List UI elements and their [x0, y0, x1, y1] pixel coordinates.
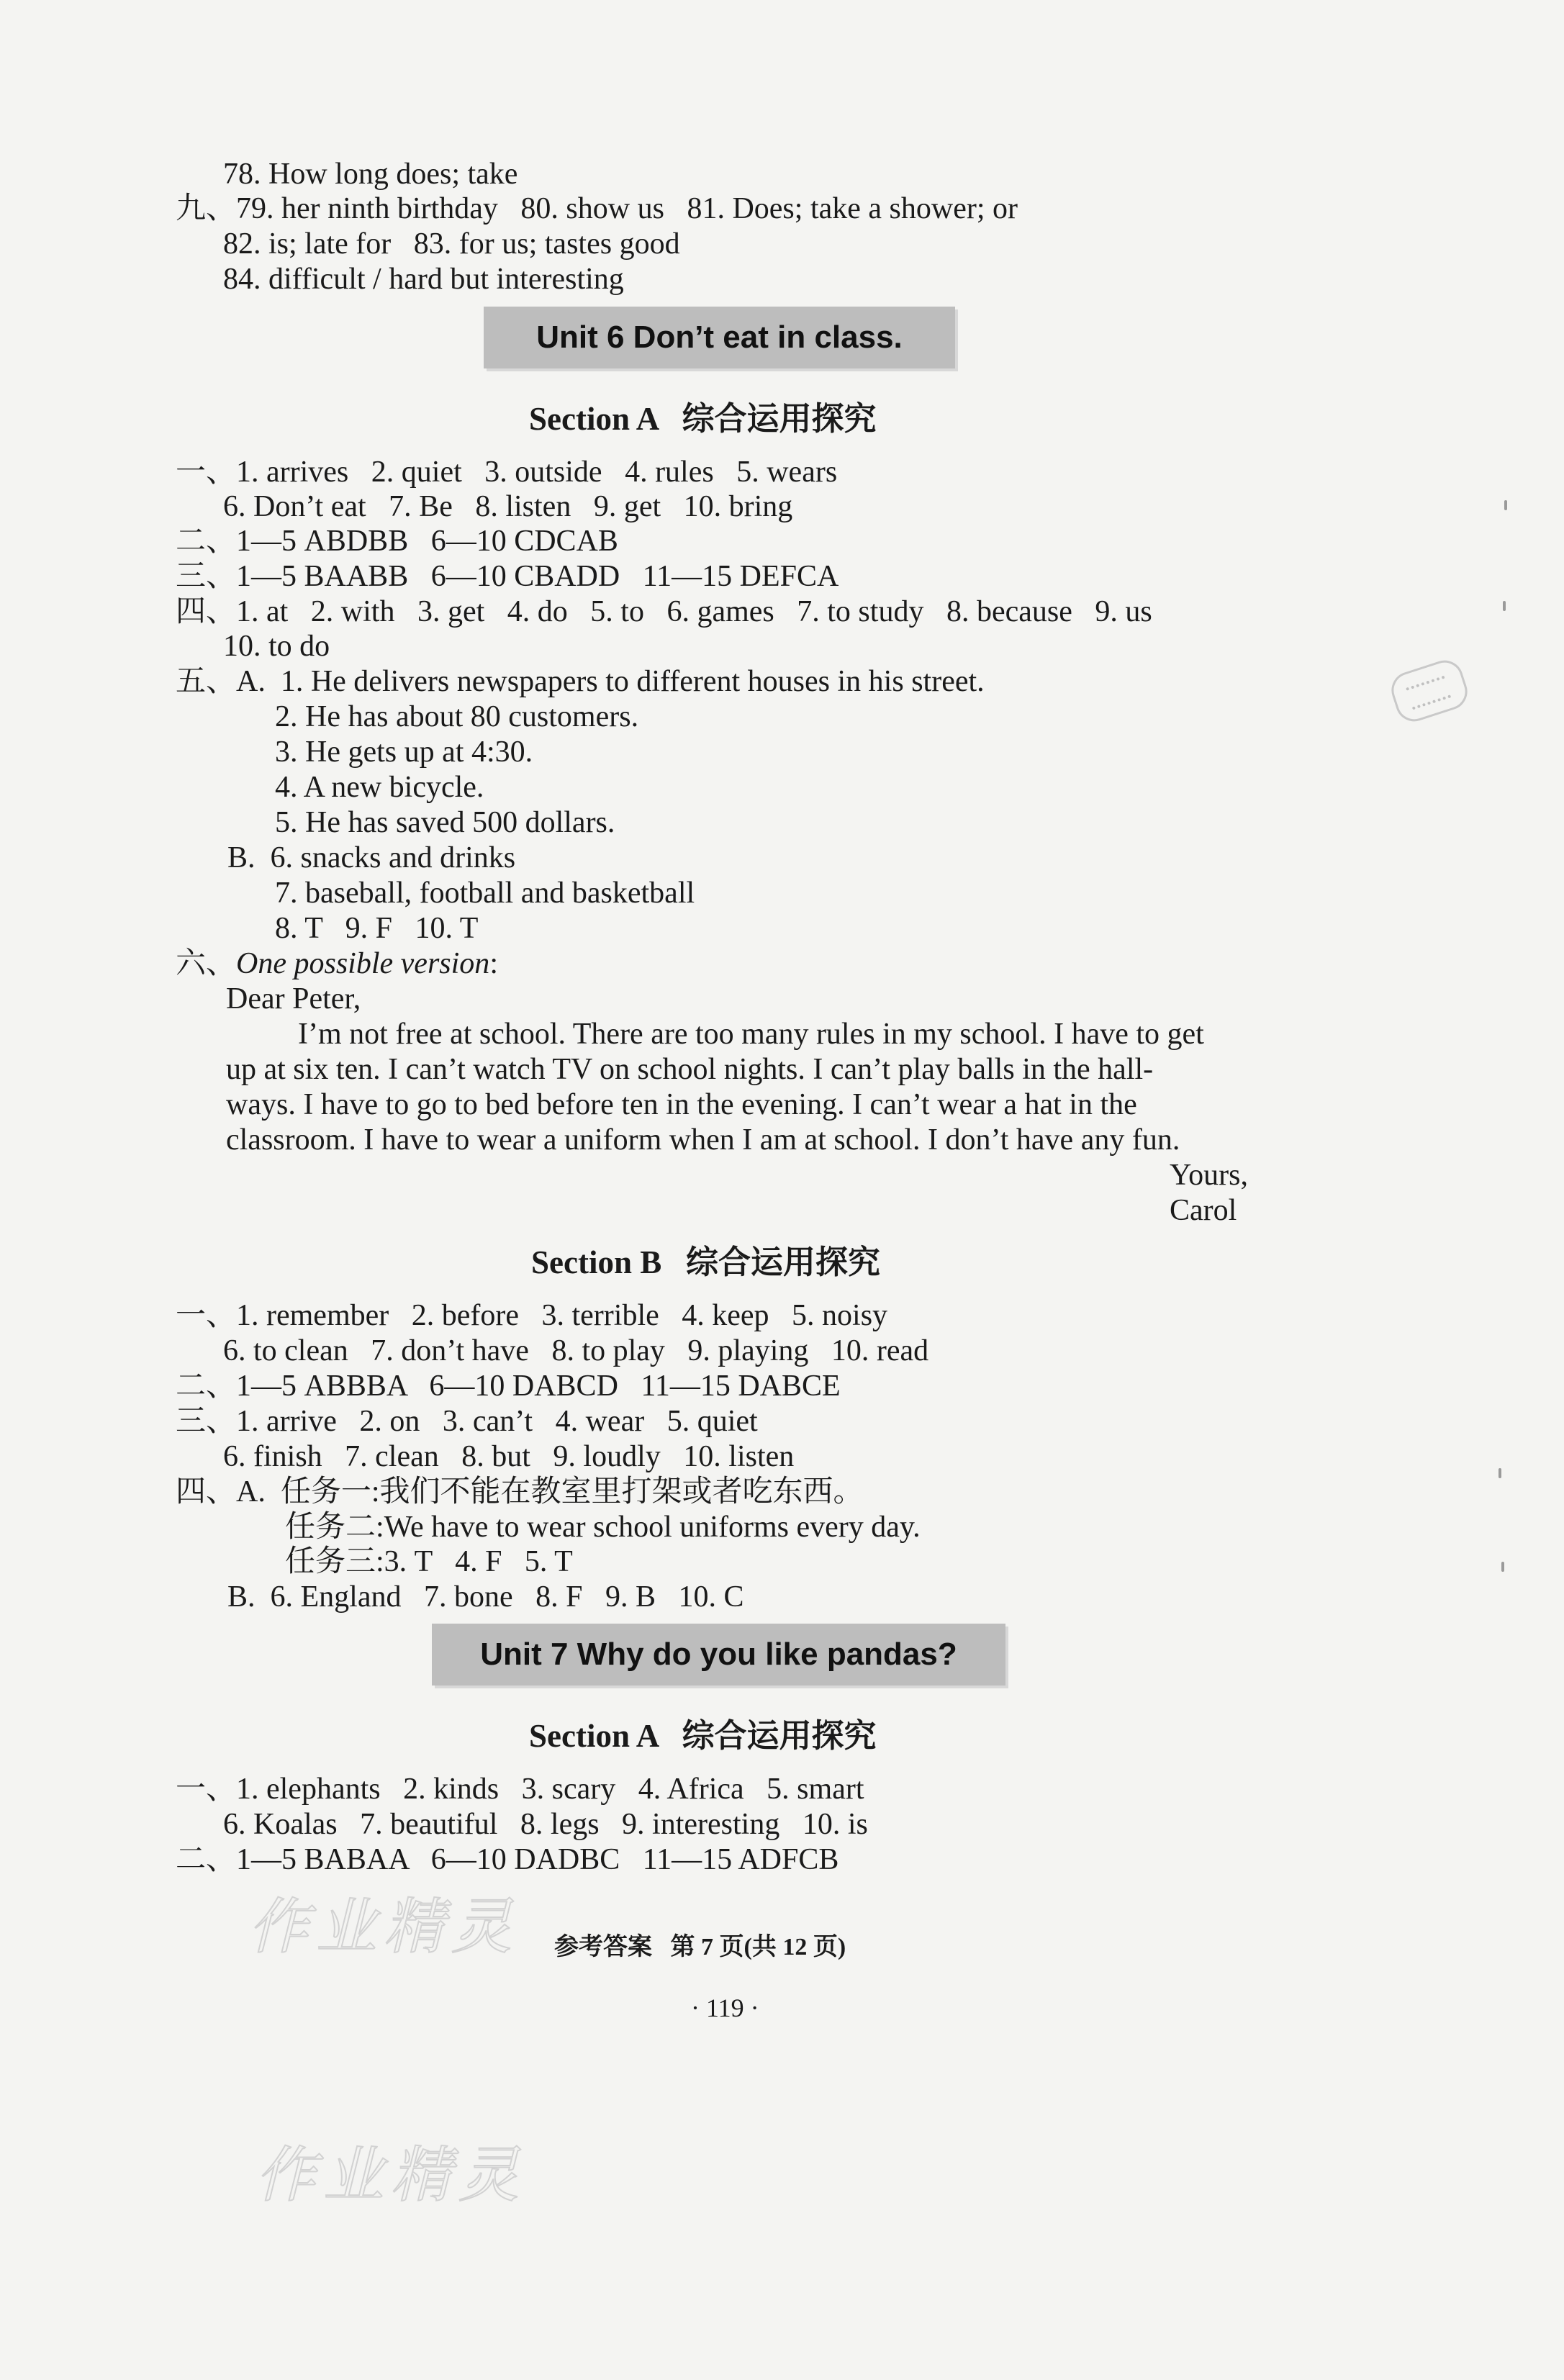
- answer-line: 三、1—5 BAABB 6—10 CBADD 11—15 DEFCA: [176, 560, 839, 593]
- writing-label: One possible version: [236, 947, 490, 980]
- answer-line: 3. He gets up at 4:30.: [275, 736, 533, 769]
- unit6-section-b-title: Section B 综合运用探究: [531, 1244, 881, 1280]
- answer-line: B. 6. snacks and drinks: [227, 841, 516, 874]
- answer-line: 8. T 9. F 10. T: [275, 912, 479, 945]
- answer-line: 2. He has about 80 customers.: [275, 700, 639, 733]
- scan-speck: [1503, 601, 1506, 611]
- answer-line: B. 6. England 7. bone 8. F 9. B 10. C: [227, 1580, 744, 1614]
- answer-line: 二、1—5 BABAA 6—10 DADBC 11—15 ADFCB: [176, 1843, 839, 1876]
- watermark: 作业精灵: [256, 2140, 527, 2210]
- scan-speck: [1501, 1562, 1504, 1572]
- answer-line: 三、1. arrive 2. on 3. can’t 4. wear 5. quiet: [176, 1405, 758, 1438]
- writing-colon: :: [489, 947, 498, 980]
- answer-line-82: 82. is; late for 83. for us; tastes good: [223, 227, 680, 261]
- writing-heading: [176, 946, 498, 981]
- unit6-section-a-title: Section A 综合运用探究: [529, 401, 877, 437]
- answer-line: 6. Koalas 7. beautiful 8. legs 9. interesting 10. is: [223, 1808, 868, 1841]
- answer-line: 五、A. 1. He delivers newspapers to different houses in his street.: [176, 665, 985, 698]
- answer-line: 四、1. at 2. with 3. get 4. do 5. to 6. games 7. to study 8. because 9. us: [176, 595, 1152, 628]
- scan-speck: [1504, 500, 1507, 510]
- letter-body-line: ways. I have to go to bed before ten in the evening. I can’t wear a hat in the: [226, 1088, 1137, 1121]
- writing-prefix: 六、: [176, 947, 237, 980]
- answer-line: 7. baseball, football and basketball: [275, 877, 695, 910]
- answer-line: 10. to do: [223, 630, 330, 663]
- footer-text: 参考答案 第 7 页(共 12 页): [554, 1934, 846, 1960]
- watermark: 作业精灵: [248, 1891, 520, 1962]
- letter-signature: Carol: [1170, 1194, 1237, 1227]
- unit7-section-a-title: Section A 综合运用探究: [529, 1718, 877, 1754]
- letter-body-line: I’m not free at school. There are too many rules in my school. I have to get: [298, 1018, 1204, 1051]
- unit6-banner: Unit 6 Don’t eat in class.: [484, 307, 955, 368]
- letter-closing: Yours,: [1170, 1159, 1248, 1192]
- unit7-banner: Unit 7 Why do you like pandas?: [432, 1624, 1005, 1686]
- page-number: · 119 ·: [691, 1994, 759, 2022]
- scan-speck: [1499, 1468, 1501, 1478]
- answer-line: 任务二:We have to wear school uniforms every day.: [285, 1511, 921, 1544]
- answer-line: 二、1—5 ABDBB 6—10 CDCAB: [176, 525, 618, 558]
- stamp-mark: [1387, 656, 1473, 726]
- answer-line: 一、1. arrives 2. quiet 3. outside 4. rules 5. wears: [176, 456, 838, 489]
- answer-line: 4. A new bicycle.: [275, 771, 484, 804]
- answer-line: 5. He has saved 500 dollars.: [275, 806, 615, 839]
- answer-line: 6. Don’t eat 7. Be 8. listen 9. get 10. bring: [223, 490, 793, 523]
- answer-line: 二、1—5 ABBBA 6—10 DABCD 11—15 DABCE: [176, 1370, 841, 1403]
- letter-greeting: Dear Peter,: [226, 982, 361, 1015]
- answer-line-84: 84. difficult / hard but interesting: [223, 263, 624, 296]
- answer-line: 6. finish 7. clean 8. but 9. loudly 10. listen: [223, 1440, 795, 1473]
- answer-line: 一、1. remember 2. before 3. terrible 4. keep 5. noisy: [176, 1299, 888, 1332]
- answer-line: 四、A. 任务一:我们不能在教室里打架或者吃东西。: [176, 1475, 864, 1508]
- letter-body-line: up at six ten. I can’t watch TV on school nights. I can’t play balls in the hall-: [226, 1053, 1154, 1086]
- answer-line-79: 九、79. her ninth birthday 80. show us 81. Does; take a shower; or: [176, 192, 1018, 225]
- answer-line: 任务三:3. T 4. F 5. T: [285, 1545, 573, 1578]
- answer-line-78: 78. How long does; take: [223, 158, 518, 191]
- answer-line: 一、1. elephants 2. kinds 3. scary 4. Africa 5. smart: [176, 1773, 864, 1806]
- answer-line: 6. to clean 7. don’t have 8. to play 9. playing 10. read: [223, 1334, 929, 1367]
- letter-body-line: classroom. I have to wear a uniform when I am at school. I don’t have any fun.: [226, 1123, 1180, 1157]
